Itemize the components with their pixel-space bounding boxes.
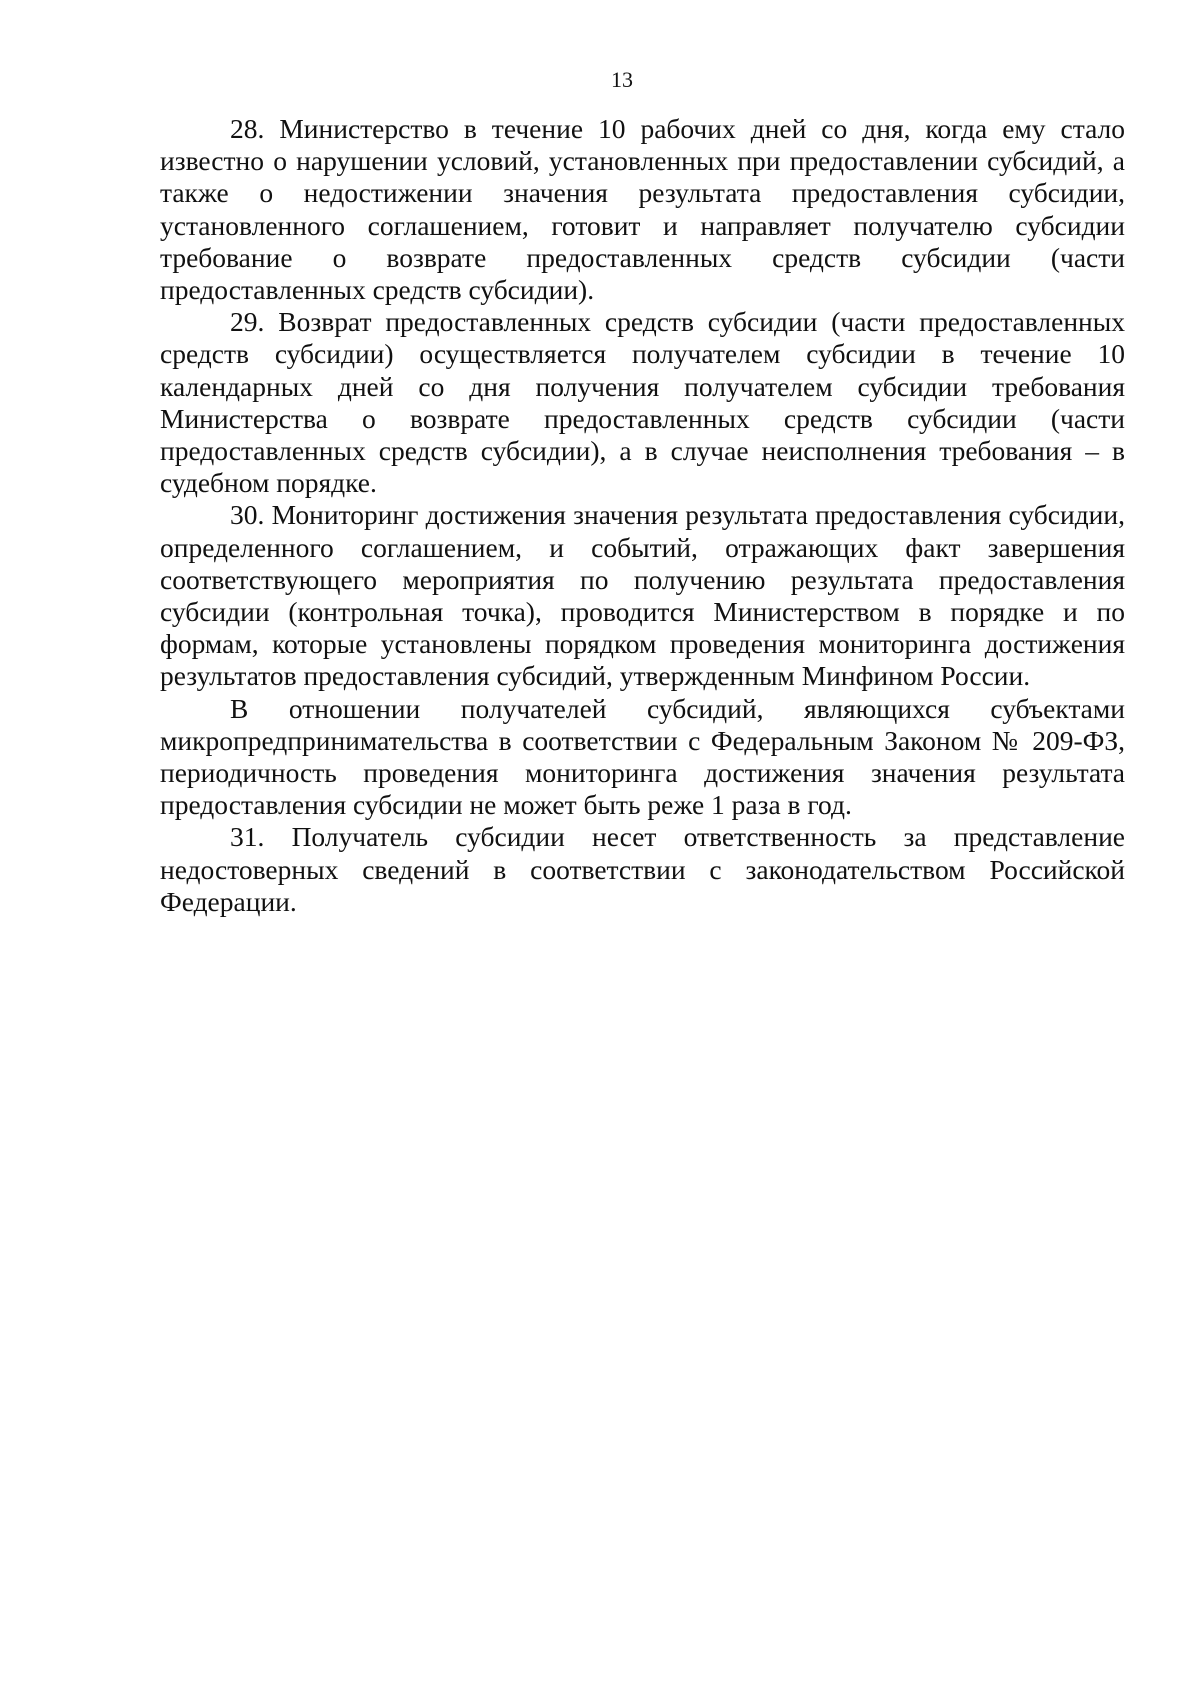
page-number: 13 <box>611 67 633 92</box>
paragraph-28: 28. Министерство в течение 10 рабочих дней со дня, когда ему стало известно о нарушении условий, установленных при предоставлении субсидий, а также о недостижении значения результата предоставления субсидии, установленного соглашением, готовит и направляет получателю субсидии требование о возврате предоставленных средств субсидии (части предоставленных средств субсидии). <box>160 113 1125 306</box>
paragraph-30: 30. Мониторинг достижения значения результата предоставления субсидии, определенного соглашением, и событий, отражающих факт завершения соответствующего мероприятия по получению результата предоставления субсидии (контрольная точка), проводится Министерством в порядке и по формам, которые установлены порядком проведения мониторинга достижения результатов предоставления субсидий, утвержденным Минфином России. <box>160 499 1125 692</box>
paragraph-29: 29. Возврат предоставленных средств субсидии (части предоставленных средств субсидии) осуществляется получателем субсидии в течение 10 календарных дней со дня получения получателем субсидии требования Министерства о возврате предоставленных средств субсидии (части предоставленных средств субсидии), а в случае неисполнения требования – в судебном порядке. <box>160 306 1125 499</box>
paragraph-31: 31. Получатель субсидии несет ответственность за представление недостоверных сведений в соответствии с законодательством Российской Федерации. <box>160 821 1125 917</box>
document-body <box>160 113 1125 918</box>
paragraph-30-monitoring-periodicity: В отношении получателей субсидий, являющихся субъектами микропредпринимательства в соответствии с Федеральным Законом № 209-ФЗ, периодичность проведения мониторинга достижения значения результата предоставления субсидии не может быть реже 1 раза в год. <box>160 692 1125 821</box>
